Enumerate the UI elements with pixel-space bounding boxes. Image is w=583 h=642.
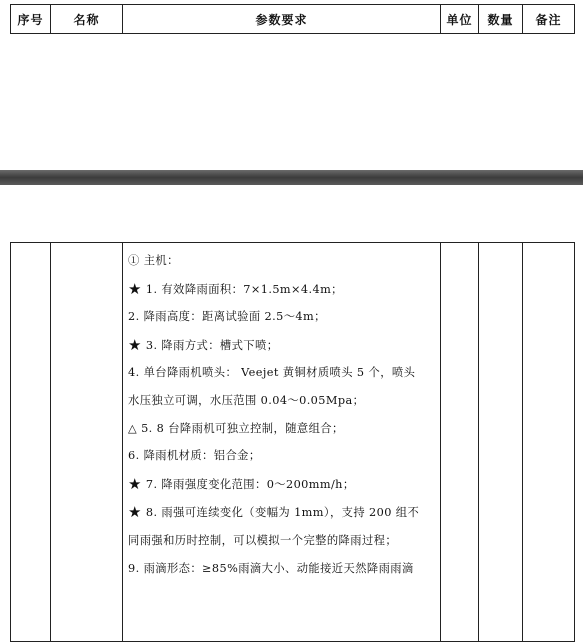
spec-line [128,387,436,415]
star-icon: ★ [128,279,142,298]
spec-cell [123,243,441,642]
page-break-divider [0,170,583,185]
page-top [0,0,583,170]
spec-line [128,247,436,275]
spec-line-text: 同雨强和历时控制，可以模拟一个完整的降雨过程； [128,533,398,547]
notes-cell [523,243,575,642]
spec-line-text: ① 主机： [128,254,179,267]
spec-line-text: 4. 单台降雨机喷头： Veejet 黄铜材质喷头 5 个，喷头 [128,366,416,380]
seq-cell [11,243,51,642]
star-icon: ★ [128,335,142,354]
spec-line [128,331,436,360]
header-notes: 备注 [523,5,575,34]
spec-line [128,303,436,331]
spec-line [128,527,436,555]
header-row [11,5,575,34]
header-qty: 数量 [479,5,523,34]
spec-line [128,470,436,499]
header-seq: 序号 [11,5,51,34]
spec-line-text: 水压独立可调，水压范围 0.04～0.05Mpa； [128,393,365,407]
spec-line-text: 8. 雨强可连续变化（变幅为 1mm），支持 200 组不 [145,506,420,520]
spec-line [128,415,436,443]
spec-line-text: 7. 降雨强度变化范围：0～200mm/h； [145,477,355,491]
header-unit: 单位 [441,5,479,34]
spec-line-text: 6. 降雨机材质：铝合金； [128,449,261,463]
spec-line [128,555,436,583]
spec-line [128,275,436,304]
spec-table-body [10,242,575,642]
spec-line-text: 2. 降雨高度：距离试验面 2.5～4m； [128,310,326,324]
spec-line-text: 3. 降雨方式：槽式下喷； [145,338,279,352]
page-bottom [0,185,583,614]
unit-cell [441,243,479,642]
spec-line-text: 9. 雨滴形态：≥85%雨滴大小、动能接近天然降雨雨滴 [128,561,414,575]
spec-line-text: 1. 有效降雨面积：7×1.5m×4.4m； [145,282,343,296]
spec-line [128,498,436,527]
spec-table-header [10,4,575,34]
spec-line [128,359,436,387]
star-icon: ★ [128,503,142,522]
spec-lines [128,247,436,582]
header-params: 参数要求 [123,5,441,34]
spec-line-text: △ 5. 8 台降雨机可独立控制，随意组合； [128,421,344,435]
name-cell [51,243,123,642]
table-row [11,243,575,642]
star-icon: ★ [128,474,142,493]
spec-line [128,442,436,470]
qty-cell [479,243,523,642]
header-name: 名称 [51,5,123,34]
